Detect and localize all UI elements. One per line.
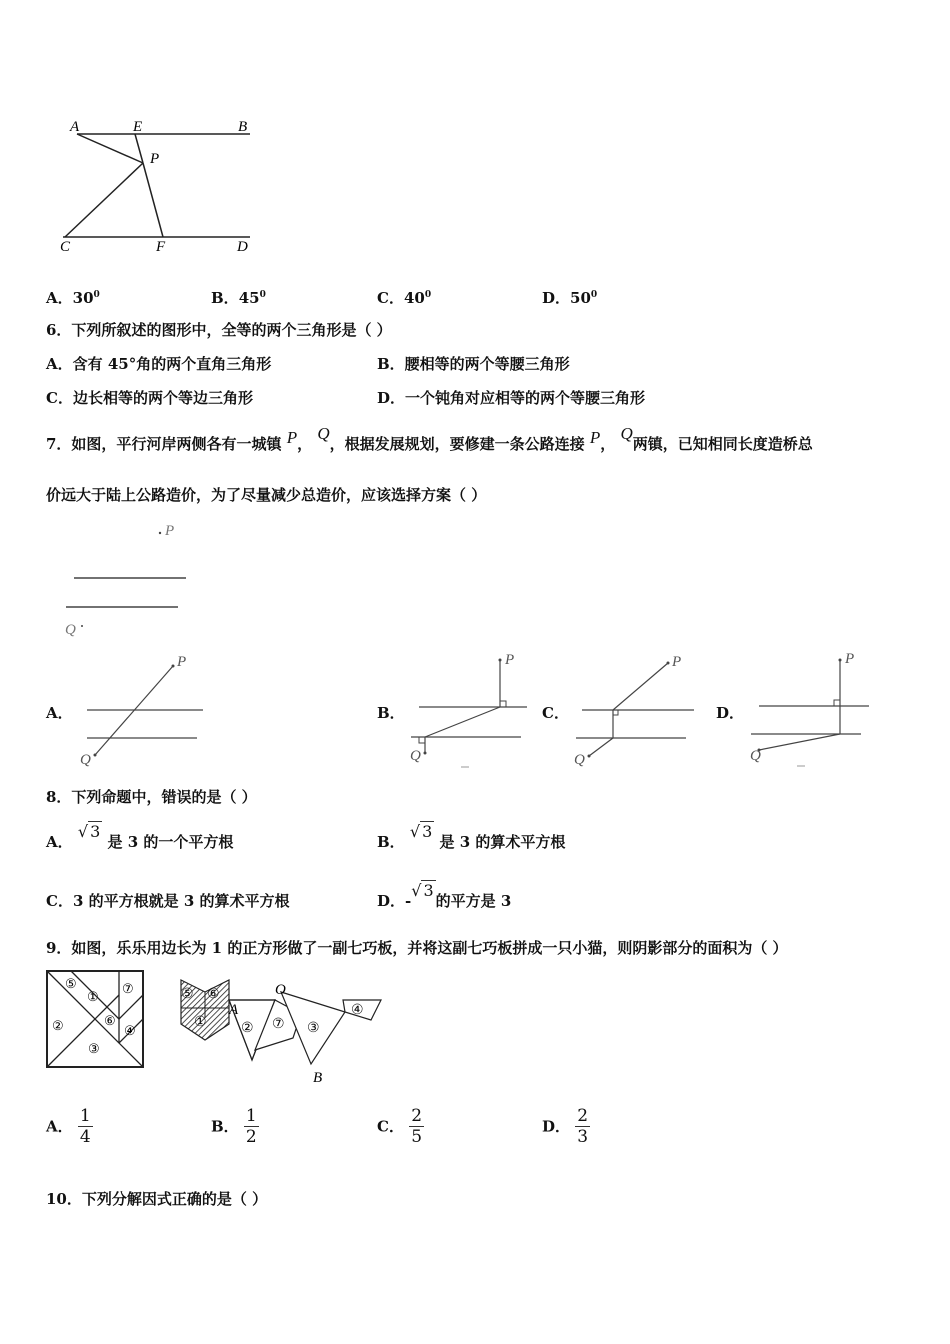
sq-label-6: ⑥ xyxy=(104,1014,116,1029)
svg-text:P: P xyxy=(672,654,682,670)
q6-stem: 6．下列所叙述的图形中，全等的两个三角形是（ ） xyxy=(46,321,392,339)
q6-option-c[interactable]: C．边长相等的两个等边三角形 xyxy=(46,389,253,407)
q9-stem: 9．如图，乐乐用边长为 1 的正方形做了一副七巧板，并将这副七巧板拼成一只小猫，则阴影部分的面积为（ ） xyxy=(46,939,788,957)
q8-option-a[interactable]: A． √ 3 是 3 的一个平方根 xyxy=(46,822,234,851)
sq-label-7: ⑦ xyxy=(122,982,134,997)
cat-label-5: ⑤ xyxy=(181,986,194,1002)
label-B: B xyxy=(238,119,248,135)
q5-option-d[interactable]: D．$50^0$ xyxy=(542,289,598,307)
q7-option-c-figure xyxy=(570,650,700,770)
label-F: F xyxy=(156,239,166,255)
q5-figure xyxy=(55,110,275,260)
label-D: D xyxy=(237,239,248,255)
svg-text:Q: Q xyxy=(750,748,761,764)
sq-label-4: ④ xyxy=(124,1024,136,1039)
cat-label-2: ② xyxy=(241,1020,254,1036)
cat-label-7: ⑦ xyxy=(272,1016,285,1032)
label-A: A xyxy=(70,119,80,135)
cat-label-3: ③ xyxy=(307,1020,320,1036)
q7-stem-line1: 7．如图，平行河岸两侧各有一城镇 P， Q，根据发展规划，要修建一条公路连接 P， Q两镇，已知相同长度造桥总 xyxy=(46,424,813,453)
q9-option-c[interactable]: C． $\frac{2}{5}$ xyxy=(377,1106,423,1147)
q10-stem: 10．下列分解因式正确的是（ ） xyxy=(46,1190,268,1208)
q8-option-b[interactable]: B． √ 3 是 3 的算术平方根 xyxy=(377,822,566,851)
cat-label-6: ⑥ xyxy=(207,986,220,1002)
svg-text:Q: Q xyxy=(65,622,76,638)
q6-option-d[interactable]: D．一个钝角对应相等的两个等腰三角形 xyxy=(377,389,646,407)
q7-stem-line2: 价远大于陆上公路造价，为了尽量减少总造价，应该选择方案（ ） xyxy=(46,486,487,504)
q7-option-a-figure xyxy=(75,650,205,770)
q9-tangram-square xyxy=(44,968,148,1072)
q9-tangram-cat xyxy=(175,968,385,1090)
svg-text:Q: Q xyxy=(410,748,421,764)
q7-option-d-figure xyxy=(745,650,875,770)
q9-option-b[interactable]: B． $\frac{1}{2}$ xyxy=(211,1106,257,1147)
q6-option-b[interactable]: B．腰相等的两个等腰三角形 xyxy=(377,355,570,373)
q7-option-a[interactable]: A． xyxy=(46,704,73,722)
q9-option-a[interactable]: A． $\frac{1}{4}$ xyxy=(46,1106,91,1147)
svg-text:Q: Q xyxy=(574,752,585,768)
q7-option-c[interactable]: C． xyxy=(542,704,569,722)
q7-option-b[interactable]: B． xyxy=(377,704,405,722)
svg-text:P: P xyxy=(177,654,187,670)
svg-text:P: P xyxy=(845,651,855,667)
cat-label-B: B xyxy=(313,1070,323,1086)
q9-option-d[interactable]: D． $\frac{2}{3}$ xyxy=(542,1106,589,1147)
sq-label-2: ② xyxy=(52,1019,64,1034)
cat-label-O: O xyxy=(275,982,286,998)
q6-option-a[interactable]: A．含有 45°角的两个直角三角形 xyxy=(46,355,272,373)
label-P: P xyxy=(150,151,160,167)
q7-option-b-figure xyxy=(405,650,530,770)
q8-stem: 8．下列命题中，错误的是（ ） xyxy=(46,788,257,806)
q5-option-b[interactable]: B．$45^0$ xyxy=(211,289,266,307)
label-C: C xyxy=(60,239,71,255)
q7-option-d[interactable]: D． xyxy=(716,704,745,722)
sq-label-3: ③ xyxy=(88,1042,100,1057)
q8-option-d[interactable]: D．-√ 3的平方是 3 xyxy=(377,881,512,910)
svg-text:Q: Q xyxy=(80,752,91,768)
sq-label-1: ① xyxy=(87,990,99,1005)
cat-label-4: ④ xyxy=(351,1002,364,1018)
svg-text:P: P xyxy=(165,523,175,539)
svg-text:P: P xyxy=(505,652,515,668)
sq-label-5: ⑤ xyxy=(65,977,77,992)
cat-label-1: ① xyxy=(194,1014,207,1030)
cat-label-A: A xyxy=(229,1002,239,1018)
q5-option-a[interactable]: A．$30^0$ xyxy=(46,289,100,307)
q5-option-c[interactable]: C．$40^0$ xyxy=(377,289,432,307)
label-E: E xyxy=(133,119,143,135)
q7-figure xyxy=(60,520,200,640)
q8-option-c[interactable]: C．3 的平方根就是 3 的算术平方根 xyxy=(46,892,290,910)
